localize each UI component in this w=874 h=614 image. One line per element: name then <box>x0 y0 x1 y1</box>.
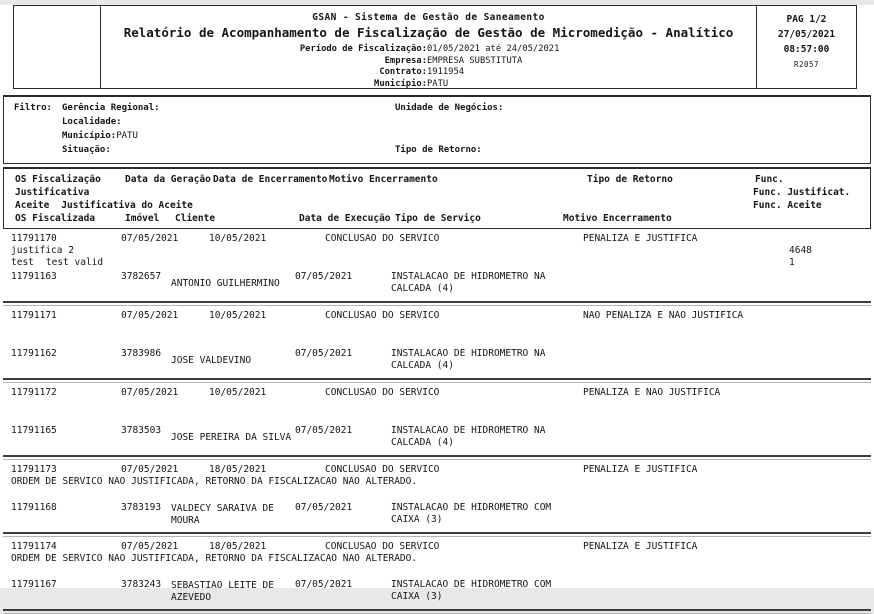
records-list <box>0 229 874 614</box>
aceite-value <box>0 411 11 422</box>
record-sub-line <box>0 348 874 374</box>
tipo-servico-value: INSTALACAO DE HIDROMETRO NA CALCADA (4) <box>391 271 552 294</box>
data-encerramento-value: 18/05/2021 <box>209 464 267 475</box>
os-fiscalizacao-value: 11791174 <box>11 541 57 552</box>
aceite-value <box>0 334 11 345</box>
meta-value: PATU <box>427 78 449 89</box>
record-justificativa-line <box>0 322 874 334</box>
col-os-fiscalizacao: OS Fiscalização <box>15 174 101 185</box>
tipo-retorno-value: PENALIZA E JUSTIFICA <box>583 464 698 475</box>
meta-value: EMPRESA SUBSTITUTA <box>427 55 523 66</box>
data-geracao-value: 07/05/2021 <box>121 541 179 552</box>
motivo-encerramento-os-value <box>559 425 874 451</box>
data-encerramento-value: 10/05/2021 <box>209 387 267 398</box>
os-fiscalizada-value: 11791167 <box>11 579 57 590</box>
tipo-servico-value: INSTALACAO DE HIDROMETRO NA CALCADA (4) <box>391 348 552 371</box>
record-aceite-line <box>0 411 874 423</box>
record-justificativa-line <box>0 476 874 488</box>
data-geracao-value: 07/05/2021 <box>121 387 179 398</box>
justificativa-value: ORDEM DE SERVICO NAO JUSTIFICADA, RETORNO DA FISCALIZACAO NAO ALTERADO. <box>11 476 418 487</box>
record-main-line <box>0 387 874 399</box>
motivo-encerramento-value: CONCLUSAO DO SERVICO <box>325 464 440 475</box>
tipo-retorno-value: PENALIZA E NAO JUSTIFICA <box>583 387 721 398</box>
col-func-aceite: Func. Aceite <box>753 200 822 211</box>
meta-row-contrato <box>101 67 756 79</box>
report-meta <box>101 44 756 90</box>
os-fiscalizada-value: 11791162 <box>11 348 57 359</box>
record-justificativa-line <box>0 245 874 257</box>
aceite-value: test <box>11 257 34 268</box>
imovel-value: 3783986 <box>121 348 162 359</box>
justificativa-value <box>0 399 11 410</box>
filter-gerencia-regional-label: Gerência Regional: <box>62 103 160 113</box>
report-code: R2057 <box>793 60 820 69</box>
record-sub-line <box>0 502 874 528</box>
col-justificativa: Justificativa <box>15 187 90 198</box>
header-row-justificativa <box>4 186 870 199</box>
aceite-value <box>0 488 11 499</box>
report-page <box>0 5 874 603</box>
system-title: GSAN - Sistema de Gestão de Saneamento <box>312 12 545 23</box>
logo-box <box>13 5 101 89</box>
cliente-value: VALDECY SARAIVA DE MOURA <box>171 503 280 526</box>
report-time: 08:57:00 <box>783 44 830 55</box>
tipo-retorno-value: NAO PENALIZA E NAO JUSTIFICA <box>583 310 744 321</box>
record-main-line <box>0 233 874 245</box>
imovel-value: 3783503 <box>121 425 162 436</box>
meta-value: 01/05/2021 até 24/05/2021 <box>427 44 560 54</box>
data-execucao-value: 07/05/2021 <box>295 579 353 590</box>
table-row <box>0 460 874 530</box>
filter-tipo-retorno-label: Tipo de Retorno: <box>395 145 482 155</box>
os-fiscalizacao-value: 11791171 <box>11 310 57 321</box>
record-aceite-line <box>0 565 874 577</box>
func-aceite-value: 1 <box>789 257 795 268</box>
col-imovel: Imóvel <box>125 213 160 224</box>
record-main-line <box>0 310 874 322</box>
table-row <box>0 383 874 453</box>
data-geracao-value: 07/05/2021 <box>121 233 179 244</box>
motivo-encerramento-value: CONCLUSAO DO SERVICO <box>325 233 440 244</box>
col-data-execucao: Data de Execução <box>299 213 391 224</box>
meta-row-municipio <box>101 79 756 91</box>
data-execucao-value: 07/05/2021 <box>295 348 353 359</box>
filter-situacao-label: Situação: <box>62 145 111 155</box>
meta-row-periodo <box>101 44 756 56</box>
aceite-value <box>0 565 11 576</box>
col-tipo-retorno: Tipo de Retorno <box>587 174 673 185</box>
meta-label: Contrato: <box>379 67 427 77</box>
func-justificat-value: 4648 <box>789 245 812 256</box>
record-main-line <box>0 541 874 553</box>
motivo-encerramento-os-value <box>559 502 874 528</box>
filter-row-2 <box>4 115 870 129</box>
filter-title: Filtro: <box>14 103 52 113</box>
meta-label: Empresa: <box>384 55 427 66</box>
os-fiscalizacao-value: 11791173 <box>11 464 57 475</box>
data-encerramento-value: 10/05/2021 <box>209 310 267 321</box>
report-header <box>13 5 857 89</box>
meta-label: Município: <box>374 78 427 89</box>
data-execucao-value: 07/05/2021 <box>295 502 353 513</box>
imovel-value: 3783243 <box>121 579 162 590</box>
tipo-servico-value: INSTALACAO DE HIDROMETRO COM CAIXA (3) <box>391 502 557 525</box>
cliente-value: ANTONIO GUILHERMINO <box>171 278 280 289</box>
imovel-value: 3783193 <box>121 502 162 513</box>
record-main-line <box>0 464 874 476</box>
report-title: Relatório de Acompanhamento de Fiscalização de Gestão de Micromedição - Analítico <box>123 25 734 40</box>
meta-value: 1911954 <box>427 67 465 77</box>
report-date: 27/05/2021 <box>777 29 836 40</box>
justificativa-aceite-value: test valid <box>45 257 104 268</box>
filter-unidade-negocios-label: Unidade de Negócios: <box>395 103 504 113</box>
filter-row-1 <box>4 101 870 115</box>
justificativa-value: justifica 2 <box>11 245 74 256</box>
col-os-fiscalizada: OS Fiscalizada <box>15 213 96 224</box>
table-row <box>0 306 874 376</box>
tipo-servico-value: INSTALACAO DE HIDROMETRO COM CAIXA (3) <box>391 579 557 602</box>
filter-municipio-value: PATU <box>116 131 138 141</box>
os-fiscalizacao-value: 11791172 <box>11 387 57 398</box>
record-separator <box>3 609 871 614</box>
col-cliente: Cliente <box>175 213 216 224</box>
col-func: Func. <box>755 174 784 185</box>
header-row-os-fiscalizada <box>4 212 870 225</box>
os-fiscalizada-value: 11791163 <box>11 271 57 282</box>
filter-municipio-label: Município: <box>62 131 117 141</box>
record-sub-line <box>0 425 874 451</box>
column-headers-box <box>3 167 871 229</box>
motivo-encerramento-os-value <box>559 348 874 374</box>
tipo-retorno-value: PENALIZA E JUSTIFICA <box>583 541 698 552</box>
cliente-value: SEBASTIAO LEITE DE AZEVEDO <box>171 580 280 603</box>
title-box <box>101 5 757 89</box>
data-geracao-value: 07/05/2021 <box>121 310 179 321</box>
filter-localidade-label: Localidade: <box>62 117 122 127</box>
os-fiscalizada-value: 11791165 <box>11 425 57 436</box>
cliente-value: JOSE VALDEVINO <box>171 355 252 366</box>
record-aceite-line <box>0 334 874 346</box>
page-info-box <box>757 5 857 89</box>
imovel-value: 3782657 <box>121 271 162 282</box>
table-row <box>0 229 874 299</box>
record-aceite-line <box>0 257 874 269</box>
data-encerramento-value: 10/05/2021 <box>209 233 267 244</box>
data-execucao-value: 07/05/2021 <box>295 425 353 436</box>
motivo-encerramento-os-value <box>559 271 874 297</box>
justificativa-value: ORDEM DE SERVICO NAO JUSTIFICADA, RETORNO DA FISCALIZACAO NAO ALTERADO. <box>11 553 418 564</box>
cliente-value: JOSE PEREIRA DA SILVA <box>171 432 292 443</box>
tipo-retorno-value: PENALIZA E JUSTIFICA <box>583 233 698 244</box>
col-aceite: Aceite <box>15 200 50 211</box>
filter-box <box>3 95 871 164</box>
meta-label: Período de Fiscalização: <box>299 44 427 54</box>
data-execucao-value: 07/05/2021 <box>295 271 353 282</box>
meta-row-empresa <box>101 56 756 68</box>
record-justificativa-line <box>0 399 874 411</box>
header-row-aceite <box>4 199 870 212</box>
col-motivo-encerramento-os: Motivo Encerramento <box>563 213 672 224</box>
col-tipo-servico: Tipo de Serviço <box>395 213 481 224</box>
motivo-encerramento-value: CONCLUSAO DO SERVICO <box>325 541 440 552</box>
motivo-encerramento-value: CONCLUSAO DO SERVICO <box>325 387 440 398</box>
filter-row-3 <box>4 129 870 143</box>
record-aceite-line <box>0 488 874 500</box>
os-fiscalizacao-value: 11791170 <box>11 233 57 244</box>
record-justificativa-line <box>0 553 874 565</box>
table-row <box>0 537 874 607</box>
justificativa-value <box>0 322 11 333</box>
header-row-os-fiscalizacao <box>4 173 870 186</box>
motivo-encerramento-value: CONCLUSAO DO SERVICO <box>325 310 440 321</box>
record-sub-line <box>0 271 874 297</box>
col-data-encerramento: Data de Encerramento <box>213 174 328 185</box>
os-fiscalizada-value: 11791168 <box>11 502 57 513</box>
col-data-geracao: Data da Geração <box>125 174 211 185</box>
col-justificativa-aceite: Justificativa do Aceite <box>61 200 193 211</box>
motivo-encerramento-os-value <box>559 579 874 605</box>
tipo-servico-value: INSTALACAO DE HIDROMETRO NA CALCADA (4) <box>391 425 552 448</box>
page-number: PAG 1/2 <box>786 14 827 25</box>
col-motivo-encerramento: Motivo Encerramento <box>329 174 438 185</box>
data-encerramento-value: 18/05/2021 <box>209 541 267 552</box>
col-func-justificat: Func. Justificat. <box>753 187 851 198</box>
record-sub-line <box>0 579 874 605</box>
filter-row-4 <box>4 143 870 157</box>
data-geracao-value: 07/05/2021 <box>121 464 179 475</box>
